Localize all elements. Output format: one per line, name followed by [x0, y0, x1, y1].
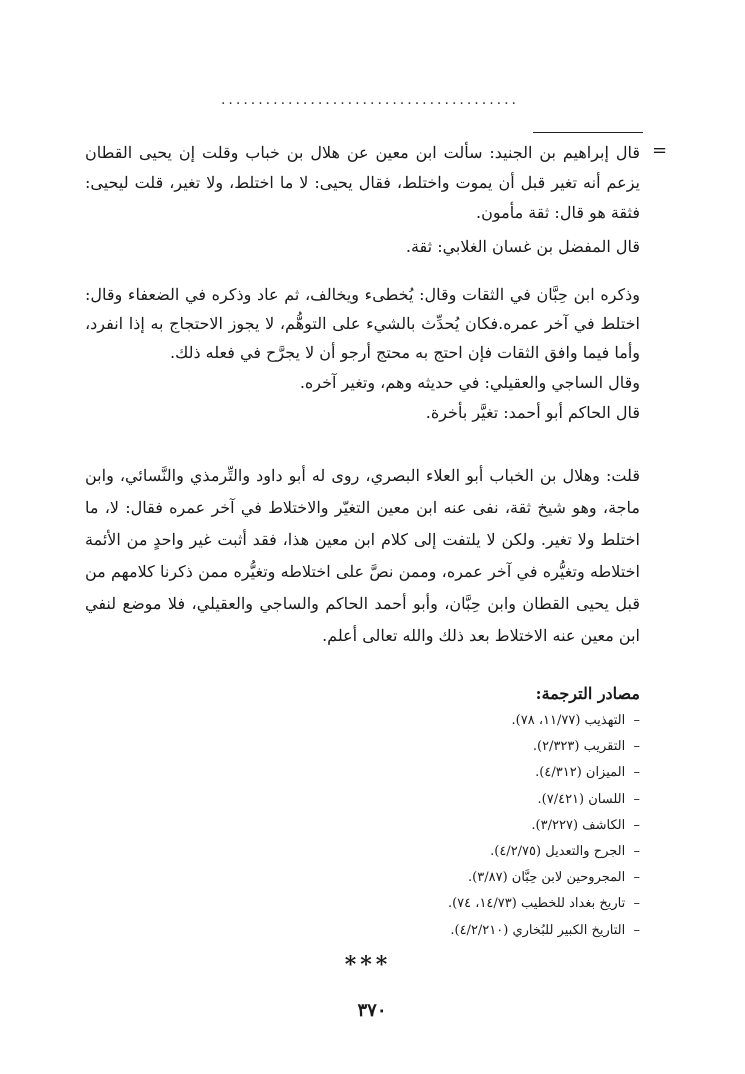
- paragraph-text: قال إبراهيم بن الجنيد: سألت ابن معين عن هلال بن خباب وقلت إن يحيى القطان يزعم أنه تغير قبل أن يموت واختلط، فقال يحيى: لا ما اختلط، ولا تغير، قلت ليحيى: فثقة هو قال: ثقة مأمون.: [85, 143, 640, 222]
- source-item: – التاريخ الكبير للبُخاري (٤/٢/٢١٠).: [190, 918, 640, 944]
- dotted-header-line: ........................................: [220, 92, 519, 108]
- paragraph-author-note: [85, 460, 640, 652]
- paragraph-text: قلت: وهلال بن الخباب أبو العلاء البصري، روى له أبو داود والتِّرمذي والنَّسائي، وابن ماجة، وهو شيخ ثقة، نفى عنه ابن معين التغيّر والاختلاط في آخر عمره فقال: لا، ما اختلط ولا تغير. ولكن لا يلتفت إلى كلام ابن معين هذا، فقد أثبت غير واحدٍ من الأئمة اختلاطه وتغيُّره في آخر عمره، وممن نصَّ على اختلاطه وتغيُّره ممن ذكرنا كلامهم من قبل يحيى القطان وابن حِبَّان، وأبو أحمد الحاكم والساجي والعقيلي، فلا موضع لنفي ابن معين عنه الاختلاط بعد ذلك والله تعالى أعلم.: [85, 466, 640, 645]
- paragraph-text: قال الحاكم أبو أحمد: تغيَّر بأخرة.: [425, 403, 640, 422]
- section-separator: ***: [344, 952, 392, 978]
- source-item: – التقريب (٢/٣٢٣).: [190, 734, 640, 760]
- sources-list: [190, 708, 640, 944]
- paragraph-ibn-al-junaid: [85, 138, 640, 228]
- continuation-mark: =: [652, 140, 668, 161]
- paragraph-saji-uqayli: [85, 368, 640, 398]
- source-item: – التهذيب (١١/٧٧، ٧٨).: [190, 708, 640, 734]
- source-item: – تاريخ بغداد للخطيب (١٤/٧٣، ٧٤).: [190, 891, 640, 917]
- sources-heading: مصادر الترجمة:: [535, 684, 640, 703]
- paragraph-text: قال المفضل بن غسان الغلابي: ثقة.: [405, 237, 640, 256]
- page-number: ٣٧٠: [357, 1000, 387, 1021]
- paragraph-ibn-hibban: [85, 280, 640, 367]
- source-item: – الميزان (٤/٣١٢).: [190, 760, 640, 786]
- source-item: – الكاشف (٣/٢٢٧).: [190, 813, 640, 839]
- source-item: – المجروحين لابن حِبَّان (٣/٨٧).: [190, 865, 640, 891]
- paragraph-al-hakim: [85, 398, 640, 428]
- source-item: – اللسان (٧/٤٢١).: [190, 787, 640, 813]
- footnote-rule: [533, 132, 643, 133]
- paragraph-al-mufaddal: [85, 232, 640, 262]
- paragraph-text: وذكره ابن حِبَّان في الثقات وقال: يُخطىء ويخالف، ثم عاد وذكره في الضعفاء وقال: اختلط في آخر عمره.فكان يُحدِّث بالشيء على التوهُّم، لا يجوز الاحتجاج به إذا انفرد، وأما فيما وافق الثقات فإن احتج به محتج أرجو أن لا يجرَّح في فعله ذلك.: [85, 285, 640, 362]
- source-item: – الجرح والتعديل (٤/٢/٧٥).: [190, 839, 640, 865]
- paragraph-text: وقال الساجي والعقيلي: في حديثه وهم، وتغير آخره.: [299, 373, 640, 392]
